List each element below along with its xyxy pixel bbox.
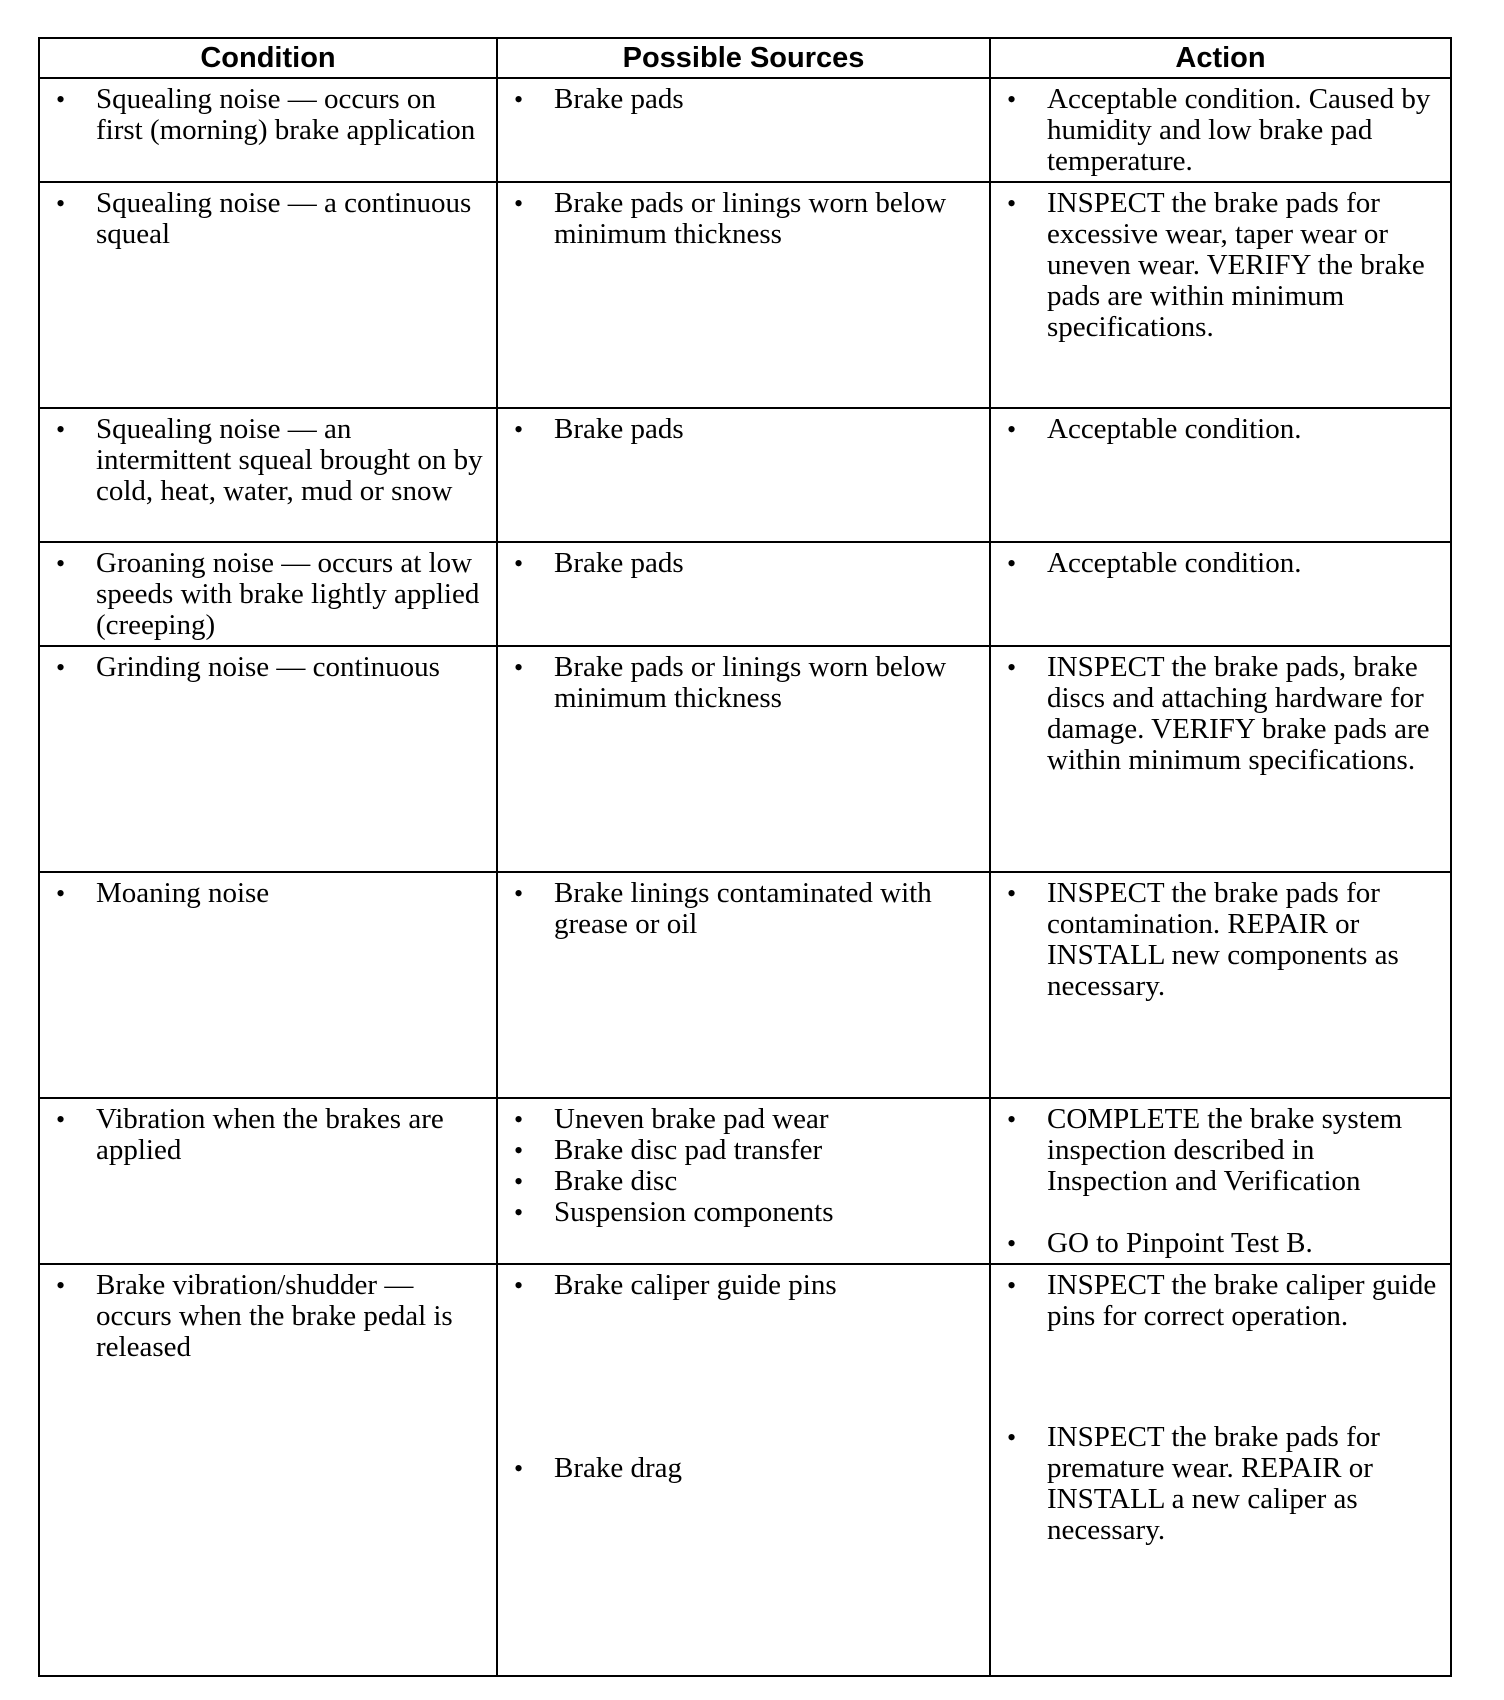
table-row <box>39 1098 1451 1264</box>
action-cell <box>990 1264 1451 1676</box>
sources-cell <box>497 1264 990 1676</box>
condition-cell <box>39 646 497 872</box>
action-cell <box>990 872 1451 1098</box>
condition-cell <box>39 1264 497 1676</box>
diagnostic-table-page <box>38 37 1450 1677</box>
condition-text: • Squealing noise — an intermittent squeal brought on by cold, heat, water, mud or snow <box>50 414 486 507</box>
source-item: • Brake pads or linings worn below minimum thickness <box>508 188 979 250</box>
table-row <box>39 1264 1451 1676</box>
source-item: • Brake caliper guide pins <box>508 1270 979 1301</box>
condition-cell <box>39 408 497 542</box>
table-row <box>39 78 1451 182</box>
sources-cell <box>497 78 990 182</box>
condition-cell <box>39 182 497 408</box>
sources-cell <box>497 182 990 408</box>
header-possible-sources: Possible Sources <box>497 38 990 78</box>
sources-cell <box>497 646 990 872</box>
symptom-chart-table <box>38 37 1452 1677</box>
action-item: • COMPLETE the brake system inspection described in Inspection and Verification <box>1001 1104 1440 1197</box>
action-item: • Acceptable condition. <box>1001 414 1440 445</box>
action-cell <box>990 542 1451 646</box>
condition-text: • Squealing noise — occurs on first (morning) brake application <box>50 84 486 146</box>
source-item: • Brake linings contaminated with grease or oil <box>508 878 979 940</box>
action-item: • GO to Pinpoint Test B. <box>1001 1228 1440 1259</box>
source-item: • Suspension components <box>508 1197 979 1228</box>
sources-cell <box>497 542 990 646</box>
header-condition: Condition <box>39 38 497 78</box>
condition-text: • Groaning noise — occurs at low speeds with brake lightly applied (creeping) <box>50 548 486 641</box>
action-item: • INSPECT the brake pads for contamination. REPAIR or INSTALL new components as necessary. <box>1001 878 1440 1002</box>
action-item: • Acceptable condition. <box>1001 548 1440 579</box>
source-item: • Brake disc pad transfer <box>508 1135 979 1166</box>
action-cell <box>990 1098 1451 1264</box>
action-item: • INSPECT the brake pads for premature wear. REPAIR or INSTALL a new caliper as necessary. <box>1001 1422 1440 1546</box>
condition-cell <box>39 542 497 646</box>
source-item: • Brake pads <box>508 548 979 579</box>
condition-text: • Squealing noise — a continuous squeal <box>50 188 486 250</box>
source-item: • Uneven brake pad wear <box>508 1104 979 1135</box>
condition-cell <box>39 872 497 1098</box>
sources-cell <box>497 1098 990 1264</box>
source-item: • Brake pads <box>508 84 979 115</box>
action-cell <box>990 646 1451 872</box>
source-item: • Brake drag <box>508 1453 979 1484</box>
condition-cell <box>39 78 497 182</box>
condition-text: • Grinding noise — continuous <box>50 652 486 683</box>
table-row <box>39 542 1451 646</box>
source-item: • Brake pads or linings worn below minimum thickness <box>508 652 979 714</box>
action-item: • INSPECT the brake caliper guide pins for correct operation. <box>1001 1270 1440 1332</box>
condition-text: • Vibration when the brakes are applied <box>50 1104 486 1166</box>
condition-cell <box>39 1098 497 1264</box>
header-action: Action <box>990 38 1451 78</box>
header-row <box>39 38 1451 78</box>
source-item: • Brake disc <box>508 1166 979 1197</box>
action-item: • Acceptable condition. Caused by humidity and low brake pad temperature. <box>1001 84 1440 177</box>
condition-text: • Brake vibration/shudder — occurs when the brake pedal is released <box>50 1270 486 1363</box>
table-row <box>39 872 1451 1098</box>
table-row <box>39 408 1451 542</box>
table-row <box>39 646 1451 872</box>
table-row <box>39 182 1451 408</box>
condition-text: • Moaning noise <box>50 878 486 909</box>
action-item: • INSPECT the brake pads, brake discs and attaching hardware for damage. VERIFY brake pads are within minimum specifications. <box>1001 652 1440 776</box>
action-item: • INSPECT the brake pads for excessive wear, taper wear or uneven wear. VERIFY the brake pads are within minimum specifications. <box>1001 188 1440 343</box>
action-cell <box>990 408 1451 542</box>
action-cell <box>990 182 1451 408</box>
action-cell <box>990 78 1451 182</box>
source-item: • Brake pads <box>508 414 979 445</box>
sources-cell <box>497 872 990 1098</box>
sources-cell <box>497 408 990 542</box>
